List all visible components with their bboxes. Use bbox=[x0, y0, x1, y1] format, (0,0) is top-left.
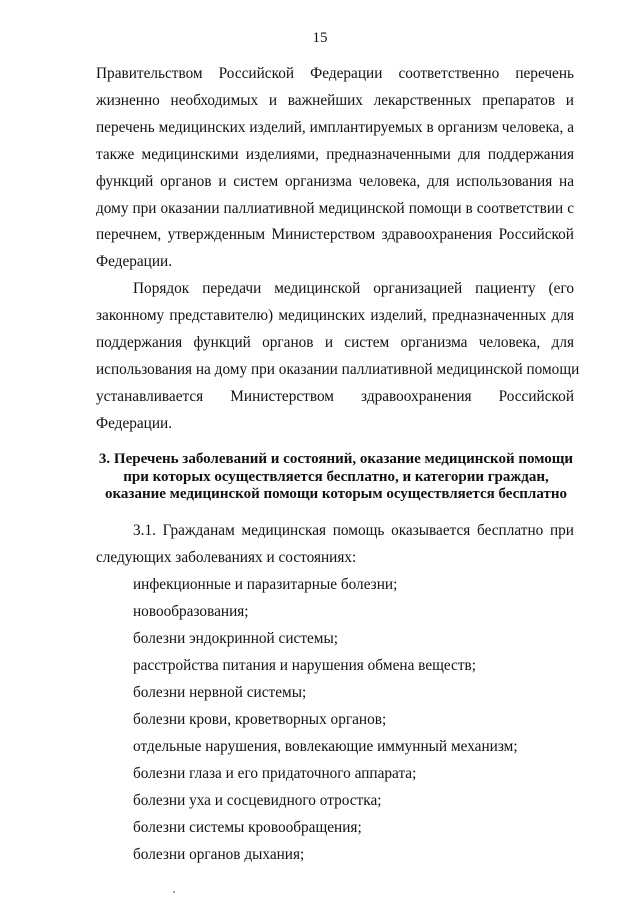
paragraph-line: Федерации. bbox=[96, 414, 173, 432]
paragraph-line: жизненно необходимых и важнейших лекарственных препаратов и bbox=[96, 91, 574, 109]
list-item: болезни нервной системы; bbox=[133, 684, 307, 701]
diseases-list bbox=[133, 571, 573, 868]
paragraph-line: функций органов и систем организма человека, для использования на bbox=[96, 172, 574, 190]
paragraph-line: также медицинскими изделиями, предназначенными для поддержания bbox=[96, 145, 574, 163]
paragraph-line: Правительством Российской Федерации соответственно перечень bbox=[96, 65, 574, 82]
list-item: болезни системы кровообращения; bbox=[133, 819, 362, 836]
paragraph-government-list bbox=[96, 61, 574, 276]
paragraph-line: перечень медицинских изделий, имплантируемых в организм человека, а bbox=[96, 118, 574, 136]
paragraph-line: законному представителю) медицинских изделий, предназначенных для bbox=[96, 306, 574, 324]
paragraph-3-1 bbox=[96, 518, 574, 572]
paragraph-line: 3.1. Гражданам медицинская помощь оказывается бесплатно при bbox=[133, 522, 574, 539]
paragraph-line: следующих заболеваниях и состояниях: bbox=[96, 548, 357, 566]
paragraph-line: Порядок передачи медицинской организацией пациенту (его bbox=[133, 280, 574, 297]
paragraph-line: дому при оказании паллиативной медицинской помощи в соответствии с bbox=[96, 199, 574, 217]
list-item: болезни крови, кроветворных органов; bbox=[133, 711, 387, 728]
scan-speck bbox=[173, 891, 175, 893]
section-3-heading bbox=[88, 451, 584, 504]
list-item: болезни органов дыхания; bbox=[133, 846, 305, 863]
heading-line: при которых осуществляется бесплатно, и категории граждан, bbox=[123, 468, 549, 485]
list-item: расстройства питания и нарушения обмена веществ; bbox=[133, 657, 476, 674]
paragraph-transfer-procedure bbox=[96, 276, 580, 437]
heading-line: 3. Перечень заболеваний и состояний, оказание медицинской помощи bbox=[98, 451, 574, 467]
list-item: болезни уха и сосцевидного отростка; bbox=[133, 792, 382, 809]
list-item: болезни глаза и его придаточного аппарата; bbox=[133, 765, 417, 782]
list-item: болезни эндокринной системы; bbox=[133, 630, 339, 647]
list-item: инфекционные и паразитарные болезни; bbox=[133, 576, 398, 593]
list-item: отдельные нарушения, вовлекающие иммунный механизм; bbox=[133, 738, 518, 755]
paragraph-line: перечнем, утвержденным Министерством здравоохранения Российской bbox=[96, 226, 574, 244]
paragraph-line: использования на дому при оказании паллиативной медицинской помощи bbox=[96, 360, 580, 378]
paragraph-line: Федерации. bbox=[96, 253, 173, 271]
list-item: новообразования; bbox=[133, 603, 249, 620]
paragraph-line: устанавливается Министерством здравоохранения Российской bbox=[96, 387, 574, 405]
heading-line: оказание медицинской помощи которым осуществляется бесплатно bbox=[105, 486, 567, 502]
paragraph-line: поддержания функций органов и систем организма человека, для bbox=[96, 333, 574, 351]
page-number: 15 bbox=[312, 30, 328, 46]
